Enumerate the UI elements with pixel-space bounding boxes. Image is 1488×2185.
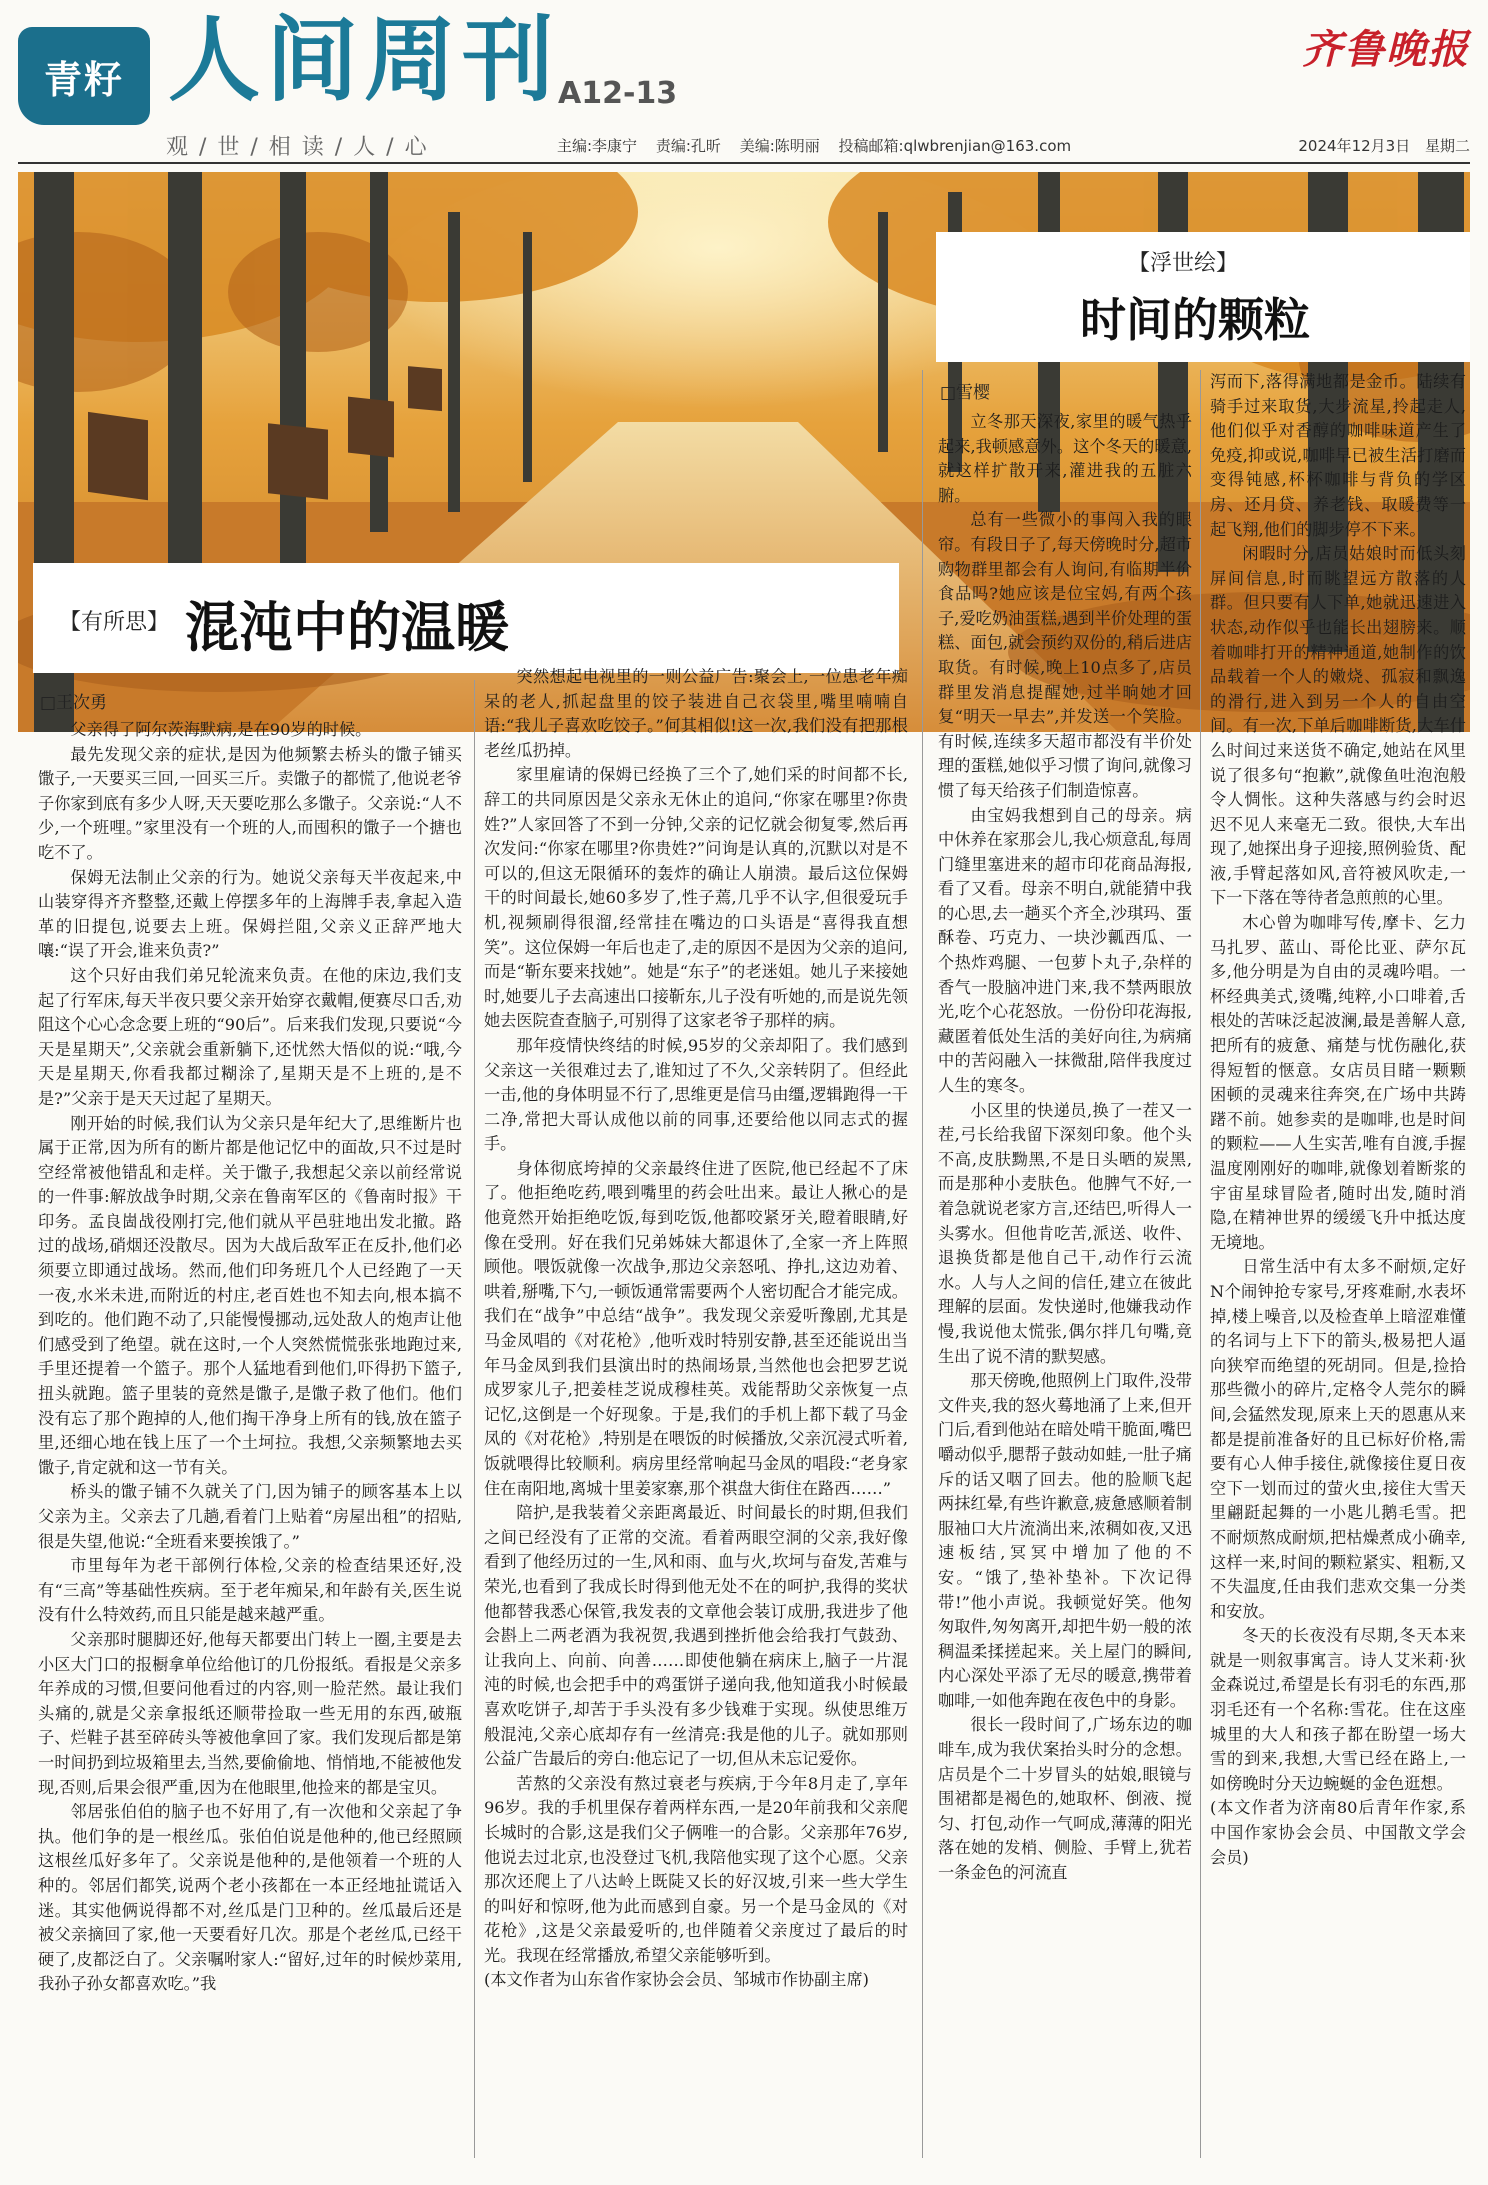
article2-column-1	[938, 410, 1192, 2158]
article2-title-box	[936, 232, 1470, 362]
article1-title-box	[33, 563, 899, 673]
section-logo	[18, 27, 150, 125]
article1-paragraph: 保姆无法制止父亲的行为。她说父亲每天半夜起来,中山装穿得齐齐整整,还戴上停摆多年的上海牌手表,拿起入造革的旧提包,说要去上班。保姆拦阻,父亲义正辞严地大嚷:“误了开会,谁来负责?”	[38, 867, 462, 961]
credit-chief-editor: 主编:李康宁	[557, 137, 638, 155]
credit-submission-email[interactable]: 投稿邮箱:qlwbrenjian@163.com	[838, 137, 1072, 155]
article1-paragraph: 刚开始的时候,我们认为父亲只是年纪大了,思维断片也属于正常,因为所有的断片都是他记忆中的面故,只不过是时空经常被他错乱和走样。关于馓子,我想起父亲以前经常说的一件事:解放战争时期,父亲在鲁南军区的《鲁南时报》干印务。孟良崮战役刚打完,他们就从平邑驻地出发北撤。路过的战场,硝烟还没散尽。因为大战后敌军正在反扑,他们必须要立即通过战场。然而,他们印务班几个人已经跑了一天一夜,水米未进,而附近的村庄,老百姓也不知去向,根本搞不到吃的。他们跑不动了,只能慢慢挪动,远处敌人的炮声让他们感受到了绝望。就在这时,一个人突然慌慌张张地跑过来,手里还提着一个篮子。那个人猛地看到他们,吓得扔下篮子,扭头就跑。篮子里装的竟然是馓子,是馓子救了他们。他们没有忘了那个跑掉的人,他们掏干净身上所有的钱,放在篮子里,还细心地在钱上压了一个土坷拉。我想,父亲频繁地去买馓子,肯定就和这一节有关。	[38, 1113, 462, 1477]
article2-paragraph: 总有一些微小的事闯入我的眼帘。有段日子了,每天傍晚时分,超市购物群里都会有人询问,有临期半价食品吗?她应该是位宝妈,有两个孩子,爱吃奶油蛋糕,遇到半价处理的蛋糕、面包,就会预约双份的,稍后进店取货。有时候,晚上10点多了,店员群里发消息提醒她,过半晌她才回复“明天一早去”,并发送一个笑脸。有时候,连续多天超市都没有半价处理的蛋糕,她似乎习惯了询问,就像习惯了每天给孩子们制造惊喜。	[938, 510, 1192, 800]
issue-weekday: 星期二	[1424, 137, 1470, 155]
article1-paragraph: 家里雇请的保姆已经换了三个了,她们采的时间都不长,辞工的共同原因是父亲永无休止的追问,“你家在哪里?你贵姓?”人家回答了不到一分钟,父亲的记忆就会彻复零,然后再次发问:“你家在哪里?你贵姓?”问询是认真的,沉默以对是不可以的,但这无限循环的轰炸的确让人崩溃。最后这位保姆干的时间最长,她60多岁了,性子蔫,几乎不认字,但很爱玩手机,视频刷得很溜,经常挂在嘴边的口头语是“喜得我直想笑”。这位保姆一年后也走了,走的原因不是因为父亲的追问,而是“靳东要来找她”。她是“东子”的老迷姐。她儿子来接她时,她要儿子去高速出口接靳东,儿子没有听她的,而是说先领她去医院查查脑子,可别得了这家老爷子那样的病。	[484, 765, 908, 1031]
article2-title: 时间的颗粒	[1080, 293, 1310, 347]
article2-paragraph: 小区里的快递员,换了一茬又一茬,弓长给我留下深刻印象。他个头不高,皮肤黝黑,不是日头晒的炭黑,而是那种小麦肤色。他脾气不好,一着急就说老家方言,还结巴,听得人一头雾水。但他肯吃苦,派送、收件、退换货都是他自己干,动作行云流水。人与人之间的信任,建立在彼此理解的层面。发快递时,他嫌我动作慢,我说他太慌张,偶尔拌几句嘴,竟生出了说不清的默契感。	[938, 1100, 1192, 1366]
dateline	[1288, 135, 1470, 156]
article2-paragraph: 立冬那天深夜,家里的暖气热乎起来,我顿感意外。这个冬天的暖意,就这样扩散开来,灌进我的五脏六腑。	[938, 412, 1192, 505]
article1-paragraph: 这个只好由我们弟兄轮流来负责。在他的床边,我们支起了行军床,每天半夜只要父亲开始穿衣戴帽,便赛尽口舌,劝阻这个心心念念要上班的“90后”。后来我们发现,只要说“今天是星期天”,父亲就会重新躺下,还忧然大悟似的说:“哦,今天是星期天,你看我都过糊涂了,星期天是不上班的,是不是?”父亲于是天天过起了星期天。	[38, 965, 462, 1108]
article1-author-note: (本文作者为山东省作家协会会员、邹城市作协副主席)	[484, 1970, 869, 1990]
page-number: A12-13	[558, 76, 678, 111]
section-slogan: 观 / 世 / 相 读 / 人 / 心	[166, 135, 429, 160]
article1-paragraph: 最先发现父亲的症状,是因为他频繁去桥头的馓子铺买馓子,一天要买三回,一回买三斤。卖馓子的都慌了,他说老爷子你家到底有多少人呀,天天要吃那么多馓子。父亲说:“人不少,一个班哩。”家里没有一个班的人,而囤积的馓子一个搪也吃不了。	[38, 744, 462, 862]
article1-paragraph: 苦熬的父亲没有熬过衰老与疾病,于今年8月走了,享年96岁。我的手机里保存着两样东西,一是20年前我和父亲爬长城时的合影,这是我们父子俩唯一的合影。父亲那年76岁,他说去过北京,也没登过飞机,我陪他实现了这个心愿。父亲那次还爬上了八达岭上既陡又长的好汉坡,引来一些大学生的叫好和惊呀,他为此而感到自豪。另一个是马金凤的《对花枪》,这是父亲最爱听的,也伴随着父亲度过了最后的时光。我现在经常播放,希望父亲能够听到。	[484, 1773, 908, 1965]
column-divider	[474, 680, 475, 2158]
article2-author-note: (本文作者为济南80后青年作家,系中国作家协会会员、中国散文学会会员)	[1210, 1798, 1466, 1867]
credit-editor: 责编:孔昕	[655, 137, 721, 155]
article2-paragraph: 闲暇时分,店员姑娘时而低头刻屏间信息,时而眺望远方散落的人群。但只要有人下单,她就迅速进入状态,动作似乎也能长出翅膀来。顺着咖啡打开的精神通道,她制作的饮品载着一个人的嫩烧、孤寂和飘逸的滑行,进入到另一个人的自由空间。有一次,下单后咖啡断货,大车什么时间过来送货不确定,她站在风里说了很多句“抱歉”,就像鱼吐泡泡般令人惆怅。这种失落感与约会时迟迟不见人来毫无二致。很快,大车出现了,她探出身子迎接,照例验货、配液,手臂起落如风,音符被风吹走,一下一下落在等待者急煎煎的心里。	[1210, 544, 1466, 908]
article1-column-2	[484, 665, 908, 2158]
article1-paragraph: 突然想起电视里的一则公益广告:聚会上,一位患老年痴呆的老人,抓起盘里的饺子装进自己衣袋里,嘴里喃喃自语:“我儿子喜欢吃饺子。”何其相似!这一次,我们没有把那根老丝瓜扔掉。	[484, 667, 908, 760]
article2-kicker: 【浮世绘】	[1128, 251, 1239, 276]
article2-paragraph: 很长一段时间了,广场东边的咖啡车,成为我伏案抬头时分的念想。店员是个二十岁冒头的姑娘,眼镜与围裙都是褐色的,她取杯、倒液、搅匀、打包,动作一气呵成,薄薄的阳光落在她的发梢、侧脸、手臂上,犹若一条金色的河流直	[938, 1715, 1192, 1883]
article1-paragraph: 市里每年为老干部例行体检,父亲的检查结果还好,没有“三高”等基础性疾病。至于老年痴呆,和年龄有关,医生说没有什么特效药,而且只能是越来越严重。	[38, 1556, 462, 1625]
article1-paragraph: 桥头的馓子铺不久就关了门,因为铺子的顾客基本上以父亲为主。父亲去了几趟,看着门上贴着“房屋出租”的招贴,很是失望,他说:“全班看来要挨饿了。”	[38, 1482, 462, 1551]
column-divider	[1200, 370, 1201, 2158]
article2-paragraph: 日常生活中有太多不耐烦,定好N个闹钟抢专家号,牙疼难耐,水表坏掉,楼上噪音,以及检查单上暗涩难懂的名词与上下下的箭头,极易把人逼向狭窄而绝望的死胡同。但是,捡拾那些微小的碎片,定格令人莞尔的瞬间,会猛然发现,原来上天的恩惠从来都是提前准备好的且已标好价格,需要有心人伸手接住,就像接住夏日夜空下一划而过的萤火虫,接住大雪天里翩跹起舞的一小匙儿鹅毛雪。把不耐烦熬成耐烦,把枯燥煮成小确幸,这样一来,时间的颗粒紧实、粗粝,又不失温度,任由我们悲欢交集一分类和安放。	[1210, 1257, 1466, 1621]
credit-art-editor: 美编:陈明丽	[739, 137, 820, 155]
editor-credits	[557, 135, 1085, 156]
article1-paragraph: 那年疫情快终结的时候,95岁的父亲却阳了。我们感到父亲这一关很难过去了,谁知过了不久,父亲转阴了。但经此一击,他的身体明显不行了,思维更是信马由缰,逻辑跑得一干二净,常把大哥认成他以前的同事,还要给他以同志式的握手。	[484, 1035, 908, 1154]
article2-paragraph: 由宝妈我想到自己的母亲。病中休养在家那会儿,我心烦意乱,每周门缝里塞进来的超市印花商品海报,看了又看。母亲不明白,就能猜中我的心思,去一趟买个齐全,沙琪玛、蛋酥卷、巧克力、一块沙瓤西瓜、一个热炸鸡腿、一包萝卜丸子,杂样的香气一股脑冲进门来,我不禁两眼放光,吃个心花怒放。一份份印花海报,藏匿着低处生活的美好向往,为病痛中的苦闷融入一抹微甜,陪伴我度过人生的寒冬。	[938, 805, 1192, 1096]
article2-paragraph: 冬天的长夜没有尽期,冬天本来就是一则叙事寓言。诗人艾米莉·狄金森说过,希望是长有羽毛的东西,那羽毛还有一个名称:雪花。住在这座城里的大人和孩子都在盼望一场大雪的到来,我想,大雪已经在路上,一如傍晚时分天边蜿蜒的金色逛想。	[1210, 1626, 1466, 1793]
article1-paragraph: 父亲得了阿尔茨海默病,是在90岁的时候。	[70, 720, 372, 739]
masthead-rule	[18, 162, 1470, 164]
article1-column-1	[38, 718, 462, 2158]
section-title: 人间周刊	[168, 6, 561, 114]
article1-paragraph: 邻居张伯伯的脑子也不好用了,有一次他和父亲起了争执。他们争的是一根丝瓜。张伯伯说是他种的,他已经照顾这根丝瓜好多年了。父亲说是他种的,是他领着一个班的人种的。邻居们都笑,说两个老小孩都在一本正经地扯谎话入迷。其实他俩说得都不对,丝瓜是门卫种的。丝瓜最后还是被父亲摘回了家,他一天要看好几次。那是个老丝瓜,已经干硬了,皮都泛白了。父亲嘱咐家人:“留好,过年的时候炒菜用,我孙子孙女都喜欢吃。”我	[38, 1802, 462, 1994]
article2-paragraph: 木心曾为咖啡写传,摩卡、乞力马扎罗、蓝山、哥伦比亚、萨尔瓦多,他分明是为自由的灵魂吟唱。一杯经典美式,烫嘴,纯粹,小口啡着,舌根处的苦味泛起波澜,最是善解人意,把所有的疲惫、痛楚与忧伤融化,获得短暂的惬意。女店员目睹一颗颗困顿的灵魂来往奔突,在广场中共踌躇不前。她参卖的是咖啡,也是时间的颗粒——人生实苦,唯有自渡,手握温度刚刚好的咖啡,就像划着断浆的宇宙星球冒险者,随时出发,随时消隐,在精神世界的缓缓飞升中抵达度无境地。	[1210, 913, 1466, 1252]
article1-kicker: 【有所思】	[59, 610, 170, 635]
newspaper-brand: 齐鲁晚报	[1302, 26, 1470, 73]
article1-paragraph: 身体彻底垮掉的父亲最终住进了医院,他已经起不了床了。他拒绝吃药,喂到嘴里的药会吐出来。最让人揪心的是他竟然开始拒绝吃饭,每到吃饭,他都咬紧牙关,瞪着眼睛,好像在受刑。好在我们兄弟姊妹大都退休了,全家一齐上阵照顾他。喂饭就像一次战争,那边父亲怒吼、挣扎,这边劝着、哄着,掰嘴,下勺,一顿饭通常需要两个人密切配合才能完成。我们在“战争”中总结“战争”。我发现父亲爱听豫剧,尤其是马金凤唱的《对花枪》,他听戏时特别安静,甚至还能说出当年马金凤到我们县演出时的热闹场景,当然他也会把罗艺说成罗家儿子,把姜桂芝说成穆桂英。戏能帮助父亲恢复一点记忆,这倒是一个好现象。于是,我们的手机上都下载了马金凤的《对花枪》,特别是在喂饭的时候播放,父亲沉浸式听着,饭就喂得比较顺利。病房里经常响起马金凤的唱段:“老身家住在南阳地,离城十里姜家寨,那个祺盘大街住在路西……”	[484, 1158, 908, 1498]
article1-title: 混沌中的温暖	[185, 595, 509, 659]
column-divider	[922, 370, 923, 2158]
logo-text: 青籽	[43, 56, 124, 102]
article2-column-2	[1210, 370, 1466, 2158]
article2-byline: □雪樱	[940, 383, 991, 403]
issue-date: 2024年12月3日	[1298, 137, 1411, 155]
article2-paragraph-continued: 泻而下,落得满地都是金币。陆续有骑手过来取货,大步流星,拎起走人,他们似乎对香醇的咖啡味道产生了免疫,抑或说,咖啡早已被生活打磨而变得钝感,杯杯咖啡与背负的学区房、还月贷、养老钱、取暖费等一起飞翔,他们的脚步停不下来。	[1210, 372, 1466, 539]
article2-paragraph: 那天傍晚,他照例上门取件,没带文件夹,我的怒火蓦地涌了上来,但开门后,看到他站在暗处啃干脆面,嘴巴嚼动似乎,腮帮子鼓动如蛙,一肚子痛斥的话又咽了回去。他的脸顺飞起两抹红晕,有些许歉意,疲惫感顺着制服袖口大片流淌出来,浓稠如夜,又迅速板结,冥冥中增加了他的不安。“饿了,垫补垫补。下次记得带!”他小声说。我顿觉好笑。他匆匆取件,匆匆离开,却把牛奶一般的浓稠温柔揉搓起来。关上屋门的瞬间,内心深处平添了无尽的暖意,携带着咖啡,一如他奔跑在夜色中的身影。	[938, 1371, 1192, 1710]
article1-paragraph: 陪护,是我装着父亲距离最近、时间最长的时期,但我们之间已经没有了正常的交流。看着两眼空洞的父亲,我好像看到了他经历过的一生,风和雨、血与火,坎坷与奋发,苦难与荣光,也看到了我成长时得到他无处不在的呵护,我得的奖状他都替我悉心保管,我发表的文章他会装订成册,我进步了他会斟上二两老酒为我祝贺,我遇到挫折他会给我打气鼓劲、让我向上、向前、向善……即使他躺在病床上,脑子一片混沌的时候,也会把手中的鸡蛋饼子递向我,他知道我小时候最喜欢吃饼子,却苦于手头没有多少钱难于实现。纵使思维万般混沌,父亲心底却存有一丝清亮:我是他的儿子。就如那则公益广告最后的旁白:他忘记了一切,但从未忘记爱你。	[484, 1503, 908, 1769]
article1-paragraph: 父亲那时腿脚还好,他每天都要出门转上一圈,主要是去小区大门口的报橱拿单位给他订的几份报纸。看报是父亲多年养成的习惯,但要问他看过的内容,则一脸茫然。最让我们头痛的,就是父亲拿报纸还顺带捡取一些无用的东西,破瓶子、烂鞋子甚至碎砖头等被他拿回了家。我们发现后都是第一时间扔到垃圾箱里去,当然,要偷偷地、悄悄地,不能被他发现,否则,后果会很严重,因为在他眼里,他捡来的都是宝贝。	[38, 1629, 462, 1797]
article1-byline: □王次勇	[40, 693, 108, 713]
